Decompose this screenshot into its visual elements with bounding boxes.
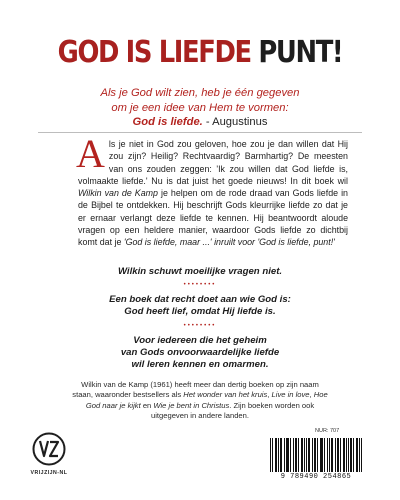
bio-text-2: . Zijn boeken worden ook uitgegeven in andere landen. xyxy=(151,400,315,420)
quote-line-1: Als je God wilt zien, heb je één gegeven xyxy=(100,87,300,99)
author-bio xyxy=(72,380,328,421)
bio-sep: , xyxy=(309,390,314,400)
barcode-bar xyxy=(312,438,313,472)
barcode-bar xyxy=(340,438,341,472)
barcode-bar xyxy=(302,438,303,472)
endorsement-line: Een boek dat recht doet aan wie God is: xyxy=(109,294,291,306)
intro-text-1: ls je niet in God zou geloven, hoe zou je dan willen dat Hij zou zijn? Heilig? Rechtvaardig? Barmhartig? De meesten van ons zouden zeggen: 'Ik zou willen dat God liefde is, volmaakte liefde.' Nu is dat juist het goede nieuws! In dit boek wil xyxy=(78,139,348,186)
quote-author: - Augustinus xyxy=(202,116,268,128)
cover-title xyxy=(28,36,372,70)
barcode-bar xyxy=(351,438,352,472)
intro-text-2: je helpen om de rode draad van Gods liefde in de Bijbel te ontdekken. Hij beschrijft Gods kleurrijke liefde zo dat je er ernaar verlangt deze liefde te kennen. Hij beantwoordt aloude vragen op een heldere manier, waardoor Gods liefde zo dichtbij komt dat je xyxy=(78,188,348,248)
endorsement-line: God heeft lief, omdat Hij liefde is. xyxy=(124,306,276,318)
publisher-logo-icon xyxy=(32,432,66,466)
barcode-bar xyxy=(357,438,358,472)
publisher-name: VRIJZIJN-NL xyxy=(30,470,68,476)
endorsement-line: Wilkin schuwt moeilijke vragen niet. xyxy=(117,266,283,277)
barcode-bar xyxy=(315,438,316,472)
barcode-bar xyxy=(332,438,333,472)
barcode-bar xyxy=(344,438,345,472)
bio-book-2: Live in love xyxy=(271,390,310,400)
barcode-bar xyxy=(298,438,299,472)
barcode-bar xyxy=(288,438,289,472)
bio-sep: en xyxy=(140,400,154,410)
isbn-number: 9 789490 254865 xyxy=(280,473,352,481)
intro-author-name: Wilkin van de Kamp xyxy=(78,188,158,199)
quote-line-2: om je een idee van Hem te vormen: xyxy=(111,101,289,114)
nur-code: NUR: 707 xyxy=(315,428,340,434)
barcode-bar xyxy=(284,438,285,472)
endorsement-list xyxy=(55,266,345,371)
endorsement-1 xyxy=(55,266,345,278)
barcode-bar xyxy=(317,438,318,472)
barcode-bar xyxy=(272,438,273,472)
endorsement-line: van Gods onvoorwaardelijke liefde xyxy=(120,346,280,358)
barcode-bar xyxy=(324,438,325,472)
drop-cap: A xyxy=(76,131,105,176)
dot-separator: •••••••• xyxy=(183,322,217,329)
barcode-bar xyxy=(306,438,307,472)
bio-book-3: Hoe God naar je kijkt xyxy=(85,390,328,410)
barcode-bar xyxy=(329,438,330,472)
title-main: GOD IS LIEFDE xyxy=(57,35,251,70)
barcode-bars xyxy=(270,438,362,472)
barcode-bar xyxy=(309,438,310,472)
title-punt: PUNT! xyxy=(258,35,343,70)
barcode-bar xyxy=(338,438,339,472)
barcode-bar xyxy=(293,438,294,472)
endorsement-2 xyxy=(55,294,345,318)
barcode-bar xyxy=(278,438,279,472)
barcode-bar xyxy=(335,438,336,472)
barcode-bar xyxy=(346,438,347,472)
barcode-bar xyxy=(353,438,354,472)
barcode-bar xyxy=(270,438,271,472)
augustine-quote xyxy=(40,86,360,130)
bio-text-1: Wilkin van de Kamp (1961) heeft meer dan dertig boeken op zijn naam staan, waaronder bestsellers als xyxy=(72,380,319,400)
barcode-bar xyxy=(281,438,282,472)
intro-paragraph xyxy=(76,131,348,249)
endorsement-line: wil leren kennen en omarmen. xyxy=(131,359,269,371)
quote-emphasis: God is liefde. xyxy=(132,116,203,128)
barcode-bar xyxy=(361,438,362,472)
bio-book-1: Het wonder van het kruis xyxy=(183,390,268,400)
barcode-bar xyxy=(322,438,323,472)
endorsement-line: Voor iedereen die het geheim xyxy=(133,334,267,346)
barcode-bar xyxy=(276,438,277,472)
quote-line-3 xyxy=(40,115,360,130)
barcode-bar xyxy=(290,438,291,472)
barcode-bar xyxy=(296,438,297,472)
dot-separator: •••••••• xyxy=(183,282,217,289)
bio-sep: , xyxy=(267,390,272,400)
bio-book-4: Wie je bent in Christus xyxy=(153,400,230,410)
isbn-barcode xyxy=(270,438,362,482)
barcode-bar xyxy=(359,438,360,472)
endorsement-3 xyxy=(55,335,345,372)
barcode-bar xyxy=(348,438,349,472)
barcode-bar xyxy=(304,438,305,472)
intro-italic-quote: 'God is liefde, maar ...' inruilt voor 'God is liefde, punt!' xyxy=(123,237,335,248)
barcode-bar xyxy=(327,438,328,472)
